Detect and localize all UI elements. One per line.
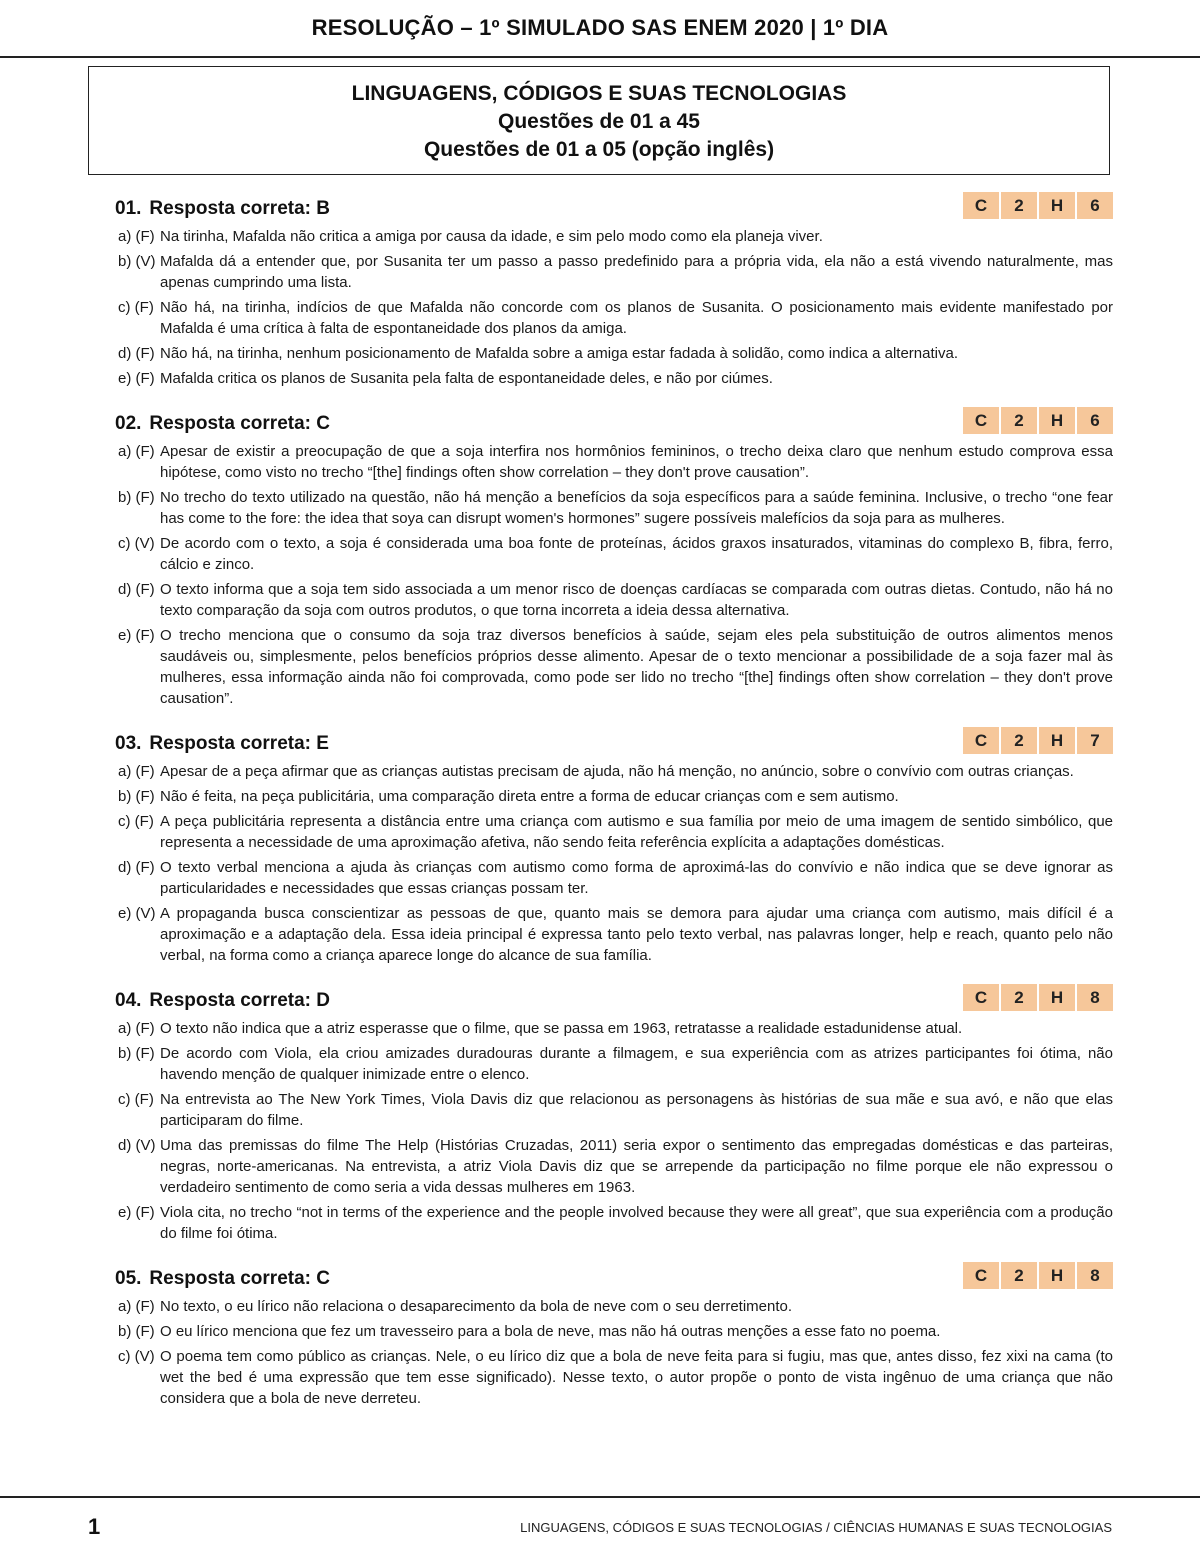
competence-badge (963, 1262, 1113, 1289)
question-item (115, 192, 1113, 389)
alternative-tag: b) (F) (118, 489, 155, 506)
alternative-item (115, 487, 1113, 529)
footer-text: LINGUAGENS, CÓDIGOS E SUAS TECNOLOGIAS / CIÊNCIAS HUMANAS E SUAS TECNOLOGIAS (520, 1520, 1112, 1535)
question-header (115, 192, 1113, 224)
alternative-text: O trecho menciona que o consumo da soja traz diversos benefícios à saúde, sejam eles pela substituição de outros alimentos menos saudáveis ou, simplesmente, pelos benefícios próprios desse alimento. Apesar de o texto mencionar a possibilidade de a soja fazer mal às mulheres, essa informação ainda não foi comprovada, como pode ser lido no trecho “[the] findings often show correlation – they don't prove causation”. (160, 627, 1113, 707)
alternative-item (115, 811, 1113, 853)
competence-badge (963, 727, 1113, 754)
alternative-text: Na tirinha, Mafalda não critica a amiga por causa da idade, e sim pelo modo como ela planeja viver. (160, 228, 823, 245)
alternative-item (115, 441, 1113, 483)
section-range: Questões de 01 a 45 (498, 110, 700, 133)
alternative-tag: c) (F) (118, 813, 154, 830)
alternative-tag: b) (F) (118, 1323, 155, 1340)
question-item (115, 727, 1113, 966)
question-header (115, 407, 1113, 439)
alternative-text: Na entrevista ao The New York Times, Viola Davis diz que relacionou as personagens às histórias de sua mãe e sua avó, e não que elas participaram do filme. (160, 1091, 1113, 1129)
alternative-item (115, 1296, 1113, 1317)
questions-list (115, 192, 1113, 1427)
section-title: LINGUAGENS, CÓDIGOS E SUAS TECNOLOGIAS (351, 82, 847, 105)
alternative-text: O texto não indica que a atriz esperasse que o filme, que se passa em 1963, retratasse a realidade estadunidense atual. (160, 1020, 963, 1037)
page-footer (0, 1496, 1200, 1555)
alternative-tag: a) (F) (118, 1298, 155, 1315)
alternative-text: O poema tem como público as crianças. Nele, o eu lírico diz que a bola de neve feita para si fugiu, mas que, antes disso, fez xixi na cama (to wet the bed é uma expressão que tem esse significado). Nesse texto, o autor propõe o ponto de vista ingênuo de uma criança que não considera que a bola de neve derreteu. (160, 1348, 1113, 1407)
alternative-text: Não há, na tirinha, nenhum posicionamento de Mafalda sobre a amiga estar fadada à solidão, como indica a alternativa. (160, 345, 958, 362)
alternative-text: Não é feita, na peça publicitária, uma comparação direta entre a forma de educar crianças com e sem autismo. (160, 788, 899, 805)
alternative-item (115, 1135, 1113, 1198)
question-title (115, 198, 330, 220)
alternative-text: O texto verbal menciona a ajuda às crianças com autismo como forma de aproximá-las do convívio e não indica que se deve ignorar as particularidades e necessidades que essas crianças possam ter. (160, 859, 1113, 897)
competence-badge (963, 984, 1113, 1011)
competence-cell: H (1039, 727, 1075, 754)
question-item (115, 984, 1113, 1244)
alternative-tag: e) (F) (118, 370, 155, 387)
alternative-item (115, 1321, 1113, 1342)
competence-cell: C (963, 192, 999, 219)
alternative-tag: d) (F) (118, 859, 155, 876)
alternative-item (115, 903, 1113, 966)
alternative-tag: c) (V) (118, 535, 155, 552)
competence-cell: 2 (1001, 407, 1037, 434)
alternative-item (115, 579, 1113, 621)
competence-cell: 7 (1077, 727, 1113, 754)
question-title (115, 990, 330, 1012)
alternative-text: No trecho do texto utilizado na questão, não há menção a benefícios da soja específicos para a saúde feminina. Inclusive, o trecho “one fear has come to the fore: the idea that soya can disrupt women's hormones” sugere possíveis malefícios da soja para as mulheres. (160, 489, 1113, 527)
alternative-tag: d) (F) (118, 581, 155, 598)
alternative-text: Mafalda critica os planos de Susanita pela falta de espontaneidade deles, e não por ciúmes. (160, 370, 773, 387)
alternative-tag: c) (F) (118, 1091, 154, 1108)
alternative-text: No texto, o eu lírico não relaciona o desaparecimento da bola de neve com o seu derretimento. (160, 1298, 793, 1315)
alternative-text: Não há, na tirinha, indícios de que Mafalda não concorde com os planos de Susanita. O posicionamento mais evidente manifestado por Mafalda é uma crítica à falta de espontaneidade dos planos da amiga. (160, 299, 1113, 337)
alternative-text: De acordo com o texto, a soja é considerada uma boa fonte de proteínas, ácidos graxos insaturados, vitaminas do complexo B, fibra, ferro, cálcio e zinco. (160, 535, 1113, 573)
alternative-text: De acordo com Viola, ela criou amizades duradouras durante a filmagem, e sua experiência com as atrizes participantes foi ótima, não havendo menção de qualquer inimizade entre o elenco. (160, 1045, 1113, 1083)
question-title (115, 733, 329, 755)
alternative-text: Uma das premissas do filme The Help (Histórias Cruzadas, 2011) seria expor o sentimento das empregadas domésticas e das parteiras, negras, norte-americanas. Na entrevista, a atriz Viola Davis diz que se arrepende da participação no filme porque ele não expressou o verdadeiro sentimento de como seria a vida dessas mulheres em 1963. (160, 1137, 1113, 1196)
alternative-item (115, 1043, 1113, 1085)
alternative-item (115, 625, 1113, 709)
alternative-item (115, 857, 1113, 899)
question-number: 01. (115, 198, 142, 219)
competence-cell: C (963, 727, 999, 754)
competence-cell: C (963, 407, 999, 434)
alternative-text: O texto informa que a soja tem sido associada a um menor risco de doenças cardíacas se comparada com outras dietas. Contudo, não há no texto comparação da soja com outros produtos, o que torna incorreta a ideia dessa alternativa. (160, 581, 1113, 619)
alternative-item (115, 368, 1113, 389)
alternative-item (115, 1018, 1113, 1039)
alternative-item (115, 761, 1113, 782)
alternative-tag: e) (V) (118, 905, 156, 922)
question-header (115, 727, 1113, 759)
alternative-tag: a) (F) (118, 228, 155, 245)
alternative-text: A propaganda busca conscientizar as pessoas de que, quanto mais se demora para ajudar uma criança com autismo, mais difícil é a aproximação e a adaptação dela. Essa ideia principal é expressa tanto pelo texto verbal, nas palavras longer, help e reach, quanto pelo não verbal, na forma como a criança aparece longe do alcance de sua família. (160, 905, 1113, 964)
correct-answer: Resposta correta: D (149, 990, 330, 1011)
alternative-item (115, 226, 1113, 247)
page-header (0, 0, 1200, 58)
alternative-item (115, 1089, 1113, 1131)
alternative-item (115, 1346, 1113, 1409)
competence-cell: 2 (1001, 727, 1037, 754)
alternative-text: Apesar de existir a preocupação de que a soja interfira nos hormônios femininos, o trecho deixa claro que nenhum estudo comprova essa hipótese, como visto no trecho “[the] findings often show correlation – they don't prove causation”. (160, 443, 1113, 481)
competence-cell: H (1039, 192, 1075, 219)
competence-cell: 2 (1001, 192, 1037, 219)
page-title: RESOLUÇÃO – 1º SIMULADO SAS ENEM 2020 | 1º DIA (311, 15, 889, 40)
alternative-tag: d) (F) (118, 345, 155, 362)
correct-answer: Resposta correta: C (149, 413, 330, 434)
alternative-tag: c) (F) (118, 299, 154, 316)
alternative-item (115, 297, 1113, 339)
alternative-item (115, 533, 1113, 575)
alternative-tag: a) (F) (118, 443, 155, 460)
alternative-item (115, 1202, 1113, 1244)
competence-badge (963, 192, 1113, 219)
correct-answer: Resposta correta: E (149, 733, 329, 754)
alternative-text: Apesar de a peça afirmar que as crianças autistas precisam de ajuda, não há menção, no anúncio, sobre o convívio com outras crianças. (160, 763, 1074, 780)
alternative-item (115, 786, 1113, 807)
alternative-tag: b) (F) (118, 1045, 155, 1062)
question-item (115, 407, 1113, 709)
question-number: 03. (115, 733, 142, 754)
correct-answer: Resposta correta: C (149, 1268, 330, 1289)
competence-cell: 2 (1001, 984, 1037, 1011)
alternative-item (115, 343, 1113, 364)
competence-cell: C (963, 1262, 999, 1289)
competence-cell: H (1039, 1262, 1075, 1289)
competence-cell: 6 (1077, 192, 1113, 219)
alternative-tag: b) (V) (118, 253, 156, 270)
question-header (115, 984, 1113, 1016)
alternative-tag: c) (V) (118, 1348, 155, 1365)
alternative-text: Mafalda dá a entender que, por Susanita ter um passo a passo predefinido para a própria vida, ela não a está vivendo naturalmente, mas apenas cumprindo uma lista. (160, 253, 1113, 291)
competence-cell: H (1039, 407, 1075, 434)
alternative-tag: a) (F) (118, 763, 155, 780)
question-number: 04. (115, 990, 142, 1011)
competence-badge (963, 407, 1113, 434)
alternative-tag: e) (F) (118, 1204, 155, 1221)
alternative-tag: d) (V) (118, 1137, 156, 1154)
alternative-tag: b) (F) (118, 788, 155, 805)
competence-cell: 6 (1077, 407, 1113, 434)
section-option: Questões de 01 a 05 (opção inglês) (423, 138, 775, 161)
alternative-text: O eu lírico menciona que fez um travesseiro para a bola de neve, mas não há outras menções a esse fato no poema. (160, 1323, 941, 1340)
competence-cell: H (1039, 984, 1075, 1011)
alternative-tag: a) (F) (118, 1020, 155, 1037)
competence-cell: 8 (1077, 1262, 1113, 1289)
page-number: 1 (88, 1514, 101, 1539)
competence-cell: C (963, 984, 999, 1011)
competence-cell: 2 (1001, 1262, 1037, 1289)
section-box (88, 66, 1110, 175)
competence-cell: 8 (1077, 984, 1113, 1011)
question-number: 05. (115, 1268, 142, 1289)
question-title (115, 1268, 330, 1290)
alternative-text: A peça publicitária representa a distância entre uma criança com autismo e sua família por meio de uma imagem de sentido simbólico, que representa a necessidade de uma aproximação afetiva, não sendo feita referência explícita a adaptações domésticas. (160, 813, 1113, 851)
correct-answer: Resposta correta: B (149, 198, 330, 219)
alternative-tag: e) (F) (118, 627, 155, 644)
alternative-item (115, 251, 1113, 293)
alternative-text: Viola cita, no trecho “not in terms of the experience and the people involved because they were all great”, que sua experiência com a produção do filme foi ótima. (160, 1204, 1113, 1242)
question-header (115, 1262, 1113, 1294)
question-item (115, 1262, 1113, 1409)
question-number: 02. (115, 413, 142, 434)
question-title (115, 413, 330, 435)
